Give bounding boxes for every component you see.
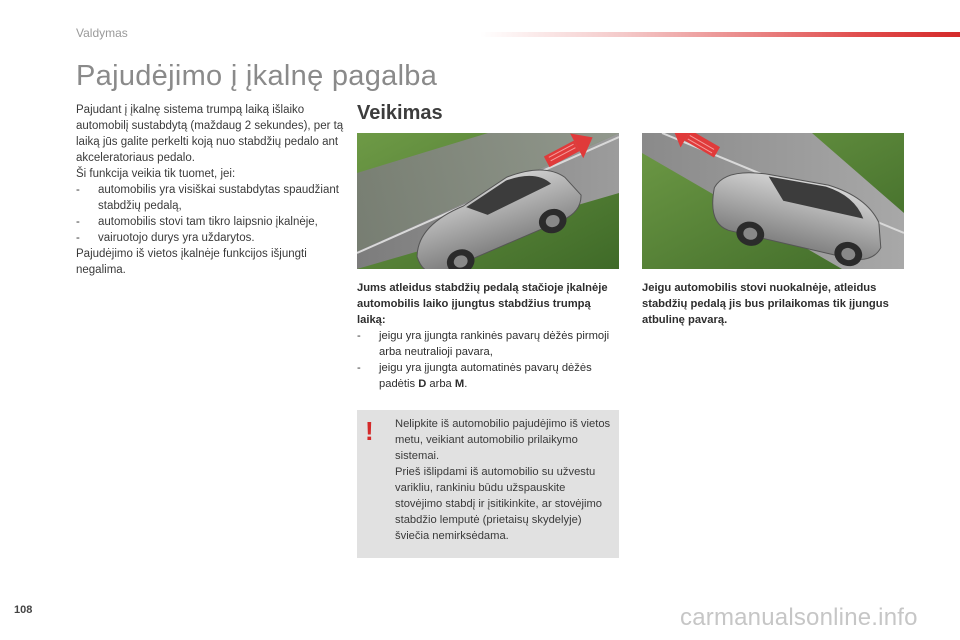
header-accent-rule [480,32,960,37]
gearbox-item-text: jeigu yra įjungta automatinės pavarų dėžės padėtis D arba M. [379,362,592,390]
watermark: carmanualsonline.info [680,604,918,631]
exclamation-icon: ! [365,416,374,446]
intro-condition-lead: Ši funkcija veikia tik tuomet, jei: [76,168,236,180]
car-uphill-illustration [357,133,619,269]
gearbox-item-text: jeigu yra įjungta rankinės pavarų dėžės pirmoji arba neutralioji pavara, [379,330,610,358]
car-downhill-illustration [642,133,904,269]
condition-text: vairuotojo durys yra uždarytos. [98,232,255,244]
warning-box [357,410,619,558]
gear-m-label: M [454,378,465,390]
intro-note: Pajudėjimo iš vietos įkalnėje funkcijos išjungti negalima. [76,248,307,276]
section-title: Veikimas [357,102,443,124]
uphill-caption-lead: Jums atleidus stabdžių pedalą stačioje įkalnėje automobilis laiko įjungtus stabdžius trumpą laiką: [357,282,608,326]
condition-text: automobilis yra visiškai sustabdytas spaudžiant stabdžių pedalą, [98,184,339,212]
page-title: Pajudėjimo į įkalnę pagalba [76,60,438,92]
uphill-caption [357,280,621,392]
downhill-caption-text: Jeigu automobilis stovi nuokalnėje, atleidus stabdžių pedalą jis bus prilaikomas tik įjungus atbulinę pavarą. [642,282,889,326]
intro-paragraph: Pajudant į įkalnę sistema trumpą laiką išlaiko automobilį sustabdytą (maždaug 2 sekundes), per tą laiką jūs galite perkelti koją nuo stabdžių pedalo ant akceleratoriaus pedalo. [76,104,344,164]
page-number: 108 [14,604,33,616]
warning-paragraph: Prieš išlipdami iš automobilio su užvestu varikliu, rankiniu būdu užspauskite stovėjimo stabdį ir įsitikinkite, ar stovėjimo stabdžio lemputė (prietaisų skydelyje) šviečia nemirksėdama. [395,466,603,542]
warning-text [395,416,615,544]
gearbox-item: - jeigu yra įjungta automatinės pavarų dėžės padėtis D arba M. [357,360,621,392]
condition-item: - automobilis yra visiškai sustabdytas spaudžiant stabdžių pedalą, [76,182,344,214]
section-label: Valdymas [76,26,128,40]
downhill-caption [642,280,906,328]
gear-d-label: D [418,378,427,390]
gearbox-item: - jeigu yra įjungta rankinės pavarų dėžės pirmoji arba neutralioji pavara, [357,328,621,360]
condition-item: - vairuotojo durys yra uždarytos. [76,230,344,246]
condition-item: - automobilis stovi tam tikro laipsnio įkalnėje, [76,214,344,230]
intro-text [76,102,344,278]
warning-paragraph: Nelipkite iš automobilio pajudėjimo iš vietos metu, veikiant automobilio prilaikymo sistemai. [395,418,611,462]
condition-text: automobilis stovi tam tikro laipsnio įkalnėje, [98,216,318,228]
